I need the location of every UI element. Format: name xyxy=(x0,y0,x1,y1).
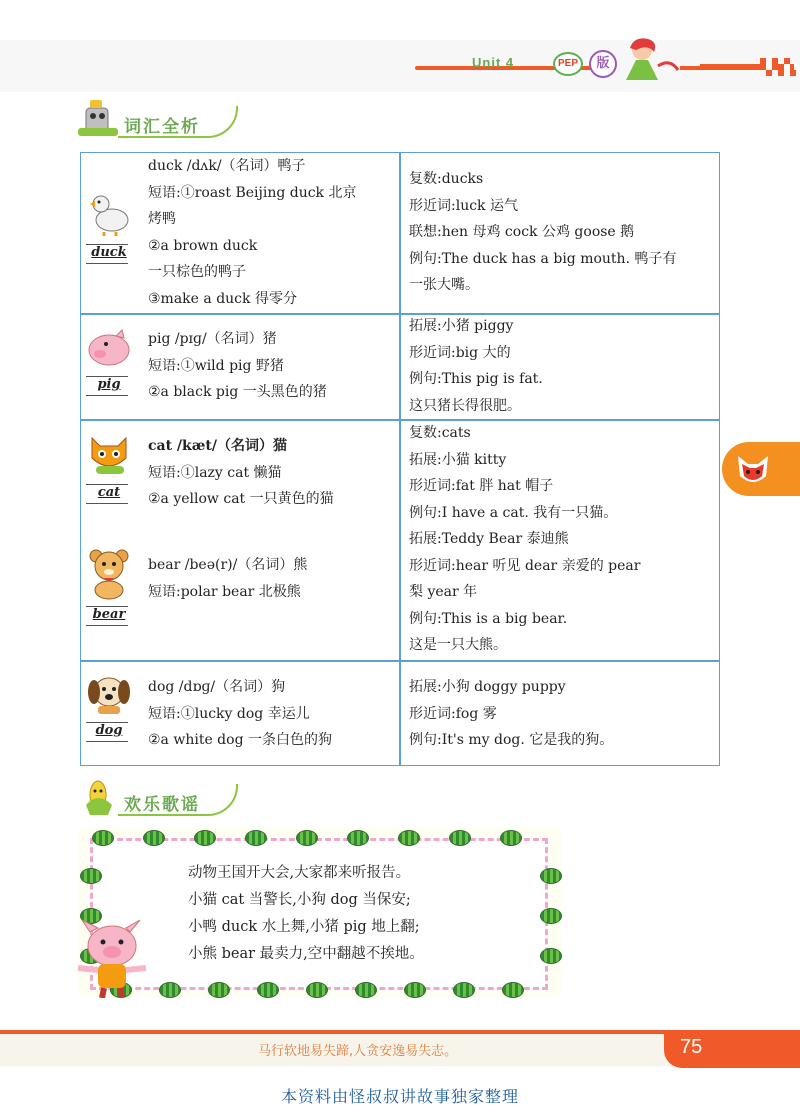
watermelon-icon xyxy=(398,830,420,846)
dog-label: dog xyxy=(95,723,123,738)
text-line: 拓展:小猫 kitty xyxy=(409,451,507,468)
watermelon-icon xyxy=(540,948,562,964)
text-line: pig /pɪɡ/（名词）猪 xyxy=(148,331,277,347)
text-line: 这是一只大熊。 xyxy=(409,637,507,653)
text-line: ②a brown duck xyxy=(148,237,258,254)
duck-word-block xyxy=(86,190,132,264)
bear-word-block xyxy=(86,548,132,626)
text-line: 例句:This is a big bear. xyxy=(409,610,568,627)
unit-label: Unit 4 xyxy=(472,55,515,70)
table-row-divider xyxy=(80,313,720,315)
table-row-divider xyxy=(80,419,720,421)
bear-label: bear xyxy=(92,607,126,622)
text-line: 例句:It's my dog. 它是我的狗。 xyxy=(409,732,614,748)
text-line: dog /dɒɡ/（名词）狗 xyxy=(148,679,286,695)
pep-badge: PEP xyxy=(553,52,583,76)
song-line: 动物王国开大会,大家都来听报告。 xyxy=(188,865,411,881)
text-line: 短语:①lazy cat 懒猫 xyxy=(148,464,282,481)
robot-mascot-icon xyxy=(76,98,122,140)
watermelon-icon xyxy=(449,830,471,846)
watermelon-icon xyxy=(92,830,114,846)
table-row-divider xyxy=(80,660,720,662)
pig-mascot-icon xyxy=(72,918,154,998)
duck-right-cell xyxy=(409,166,676,299)
text-line: 形近词:hear 听见 dear 亲爱的 pear xyxy=(409,557,641,574)
watermelon-icon xyxy=(540,868,562,884)
text-line: 联想:hen 母鸡 cock 公鸡 goose 鹅 xyxy=(409,224,635,240)
dog-left-cell xyxy=(148,674,332,754)
watermelon-icon xyxy=(306,982,328,998)
text-line: 梨 year 年 xyxy=(409,584,478,600)
fairy-girl-icon xyxy=(618,36,680,82)
watermelon-icon xyxy=(296,830,318,846)
pig-word-block xyxy=(86,328,132,396)
watermelon-icon xyxy=(502,982,524,998)
dog-word-block xyxy=(86,672,132,742)
text-line: ②a yellow cat 一只黄色的猫 xyxy=(148,491,334,507)
song-line: 小鸭 duck 水上舞,小猪 pig 地上翻; xyxy=(188,919,420,935)
duck-left-cell xyxy=(148,153,357,312)
checker-pattern-icon xyxy=(700,58,800,76)
text-line: ②a black pig 一头黑色的猪 xyxy=(148,384,327,400)
text-line: 短语:①wild pig 野猪 xyxy=(148,357,284,374)
text-line: 拓展:小猪 piggy xyxy=(409,318,514,334)
table-column-divider xyxy=(399,152,401,766)
watermelon-icon xyxy=(245,830,267,846)
text-line: 拓展:小狗 doggy puppy xyxy=(409,679,566,695)
text-line: bear /beə(r)/（名词）熊 xyxy=(148,557,308,573)
pig-icon xyxy=(86,328,132,368)
cat-left-cell xyxy=(148,433,334,513)
header-rule xyxy=(415,66,615,70)
text-line: ③make a duck 得零分 xyxy=(148,290,297,307)
pig-label: pig xyxy=(97,377,121,392)
credit-line: 本资料由怪叔叔讲故事独家整理 xyxy=(280,1087,519,1106)
text-line: 形近词:big 大的 xyxy=(409,344,511,361)
footer-motto: 马行软地易失蹄,人贪安逸易失志。 xyxy=(258,1044,458,1059)
pig-right-cell xyxy=(409,313,543,419)
duck-icon xyxy=(86,190,132,236)
watermelon-icon xyxy=(404,982,426,998)
text-line: 复数:cats xyxy=(409,425,471,441)
watermelon-icon xyxy=(80,868,102,884)
watermelon-icon xyxy=(500,830,522,846)
song-line: 小熊 bear 最卖力,空中翻越不挨地。 xyxy=(188,946,424,962)
text-line: 短语:①roast Beijing duck 北京 xyxy=(148,184,357,201)
watermelon-icon xyxy=(355,982,377,998)
cat-word-block xyxy=(86,434,132,504)
text-line: 形近词:fat 胖 hat 帽子 xyxy=(409,478,554,494)
text-line: 烤鸭 xyxy=(148,211,176,227)
song-lyrics xyxy=(188,860,424,968)
pig-left-cell xyxy=(148,326,327,406)
watermelon-icon xyxy=(257,982,279,998)
text-line: 拓展:Teddy Bear 泰迪熊 xyxy=(409,531,569,547)
bear-right-cell xyxy=(409,526,640,659)
text-line: duck /dʌk/（名词）鸭子 xyxy=(148,158,306,174)
page-number: 75 xyxy=(680,1036,703,1058)
watermelon-icon xyxy=(159,982,181,998)
fox-face-icon xyxy=(734,450,772,488)
cat-label: cat xyxy=(97,485,121,500)
text-line: 短语:①lucky dog 幸运儿 xyxy=(148,705,310,722)
watermelon-icon xyxy=(453,982,475,998)
watermelon-icon xyxy=(143,830,165,846)
text-line: cat /kæt/（名词）猫 xyxy=(148,438,287,454)
text-line: ②a white dog 一条白色的狗 xyxy=(148,732,332,748)
text-line: 短语:polar bear 北极熊 xyxy=(148,583,301,600)
text-line: 一只棕色的鸭子 xyxy=(148,264,246,280)
cat-icon xyxy=(86,434,132,476)
watermelon-icon xyxy=(194,830,216,846)
text-line: 复数:ducks xyxy=(409,171,484,187)
watermelon-icon xyxy=(347,830,369,846)
text-line: 例句:This pig is fat. xyxy=(409,371,543,387)
text-line: 形近词:luck 运气 xyxy=(409,197,518,214)
watermelon-icon xyxy=(540,908,562,924)
duck-label: duck xyxy=(91,245,127,260)
text-line: 例句:The duck has a big mouth. 鸭子有 xyxy=(409,250,677,267)
dog-right-cell xyxy=(409,674,613,754)
song-section-title: 欢乐歌谣 xyxy=(124,795,200,815)
bear-left-cell xyxy=(148,552,307,605)
text-line: 例句:I have a cat. 我有一只猫。 xyxy=(409,504,618,521)
cat-right-cell xyxy=(409,420,617,526)
text-line: 这只猪长得很肥。 xyxy=(409,397,521,414)
watermelon-icon xyxy=(208,982,230,998)
bear-icon xyxy=(86,548,132,600)
edition-badge: 版 xyxy=(589,50,617,78)
dog-icon xyxy=(86,672,132,716)
text-line: 形近词:fog 雾 xyxy=(409,705,497,722)
text-line: 一张大嘴。 xyxy=(409,277,479,293)
vocab-section-title: 词汇全析 xyxy=(124,117,200,137)
corn-mascot-icon xyxy=(78,775,120,817)
song-line: 小猫 cat 当警长,小狗 dog 当保安; xyxy=(188,892,411,908)
